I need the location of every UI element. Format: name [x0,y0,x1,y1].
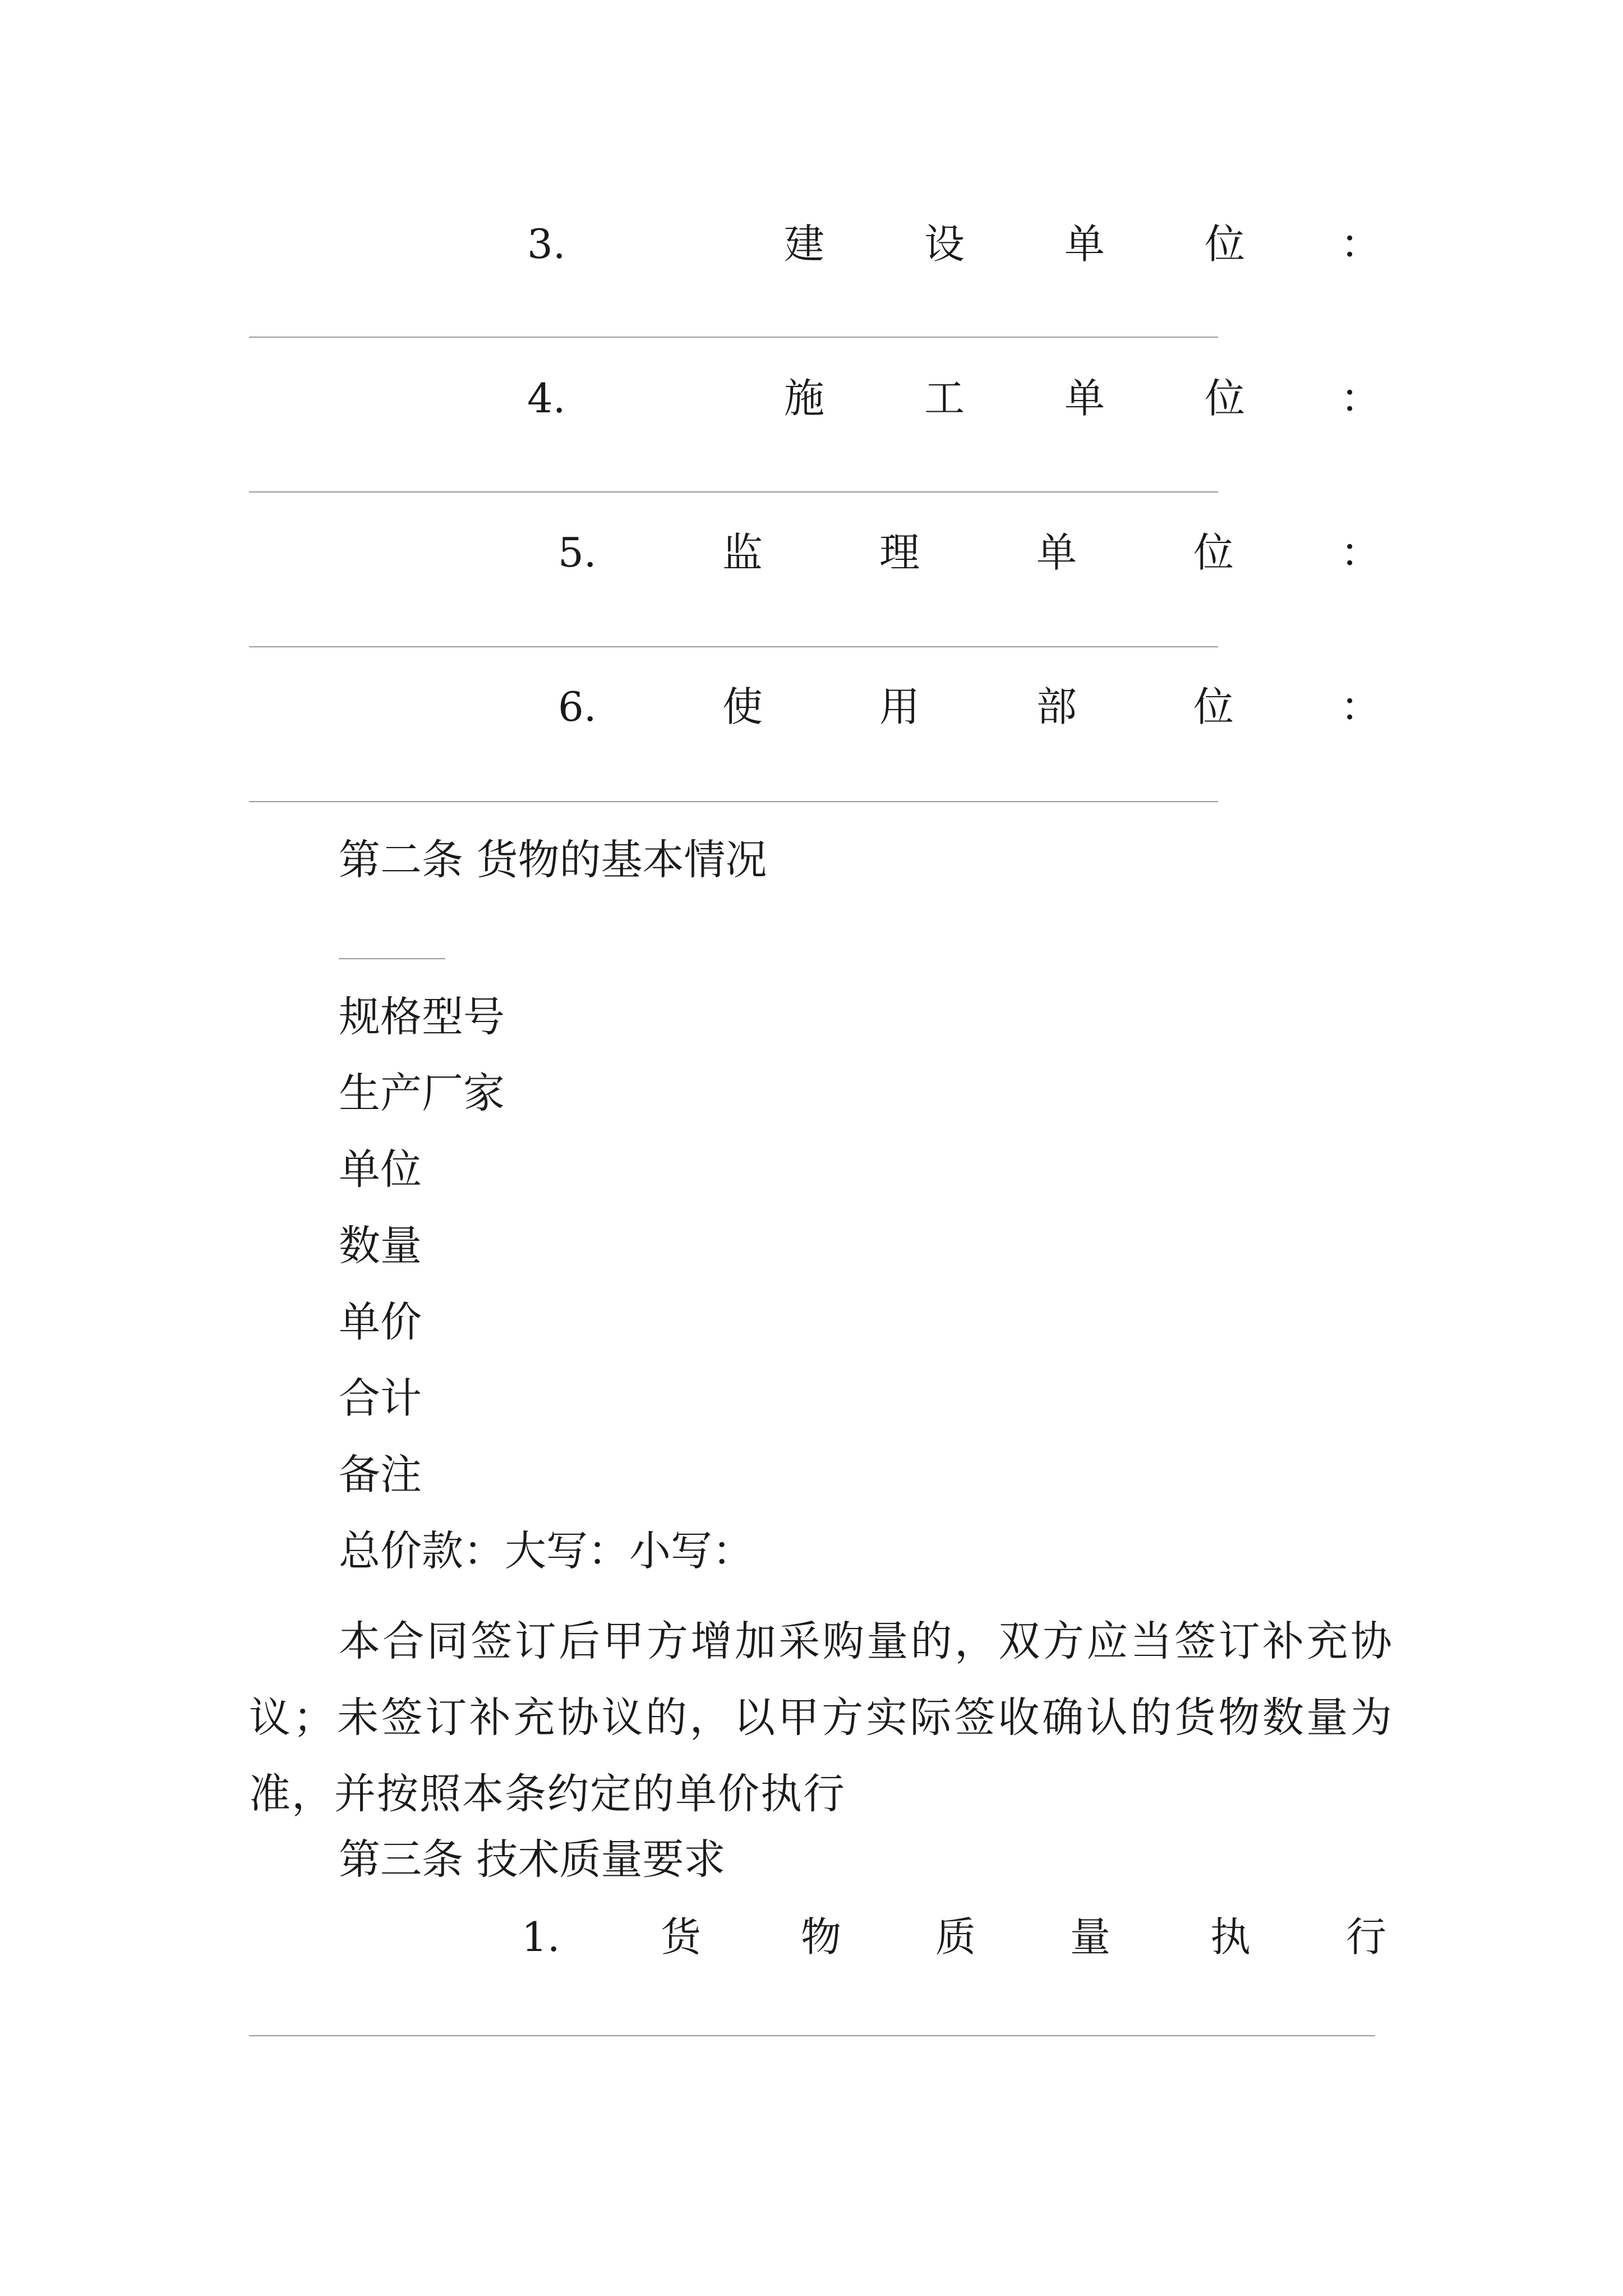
label-char: 单 [1064,375,1105,422]
label-colon: ： [1340,375,1381,422]
label-colon: ： [1340,529,1381,576]
label-char: 行 [1346,1913,1387,1961]
item-number: 4. [527,375,566,422]
field-unit: 单位 [339,1145,422,1194]
label-char: 执 [1210,1913,1251,1961]
quality-standard-item [0,1906,1623,1968]
label-colon: ： [1340,683,1381,730]
label-colon: ： [1340,220,1381,268]
label-char: 位 [1205,375,1246,422]
article-2-heading: 第二条 货物的基本情况 [339,836,767,884]
label-char: 质 [935,1913,976,1961]
label-char: 使 [722,683,763,730]
short-fill-in-line [339,958,445,959]
label-char: 位 [1193,529,1234,576]
label-char: 单 [1036,529,1077,576]
label-char: 理 [879,529,920,576]
field-remarks: 备注 [339,1451,422,1499]
label-char: 用 [879,683,920,730]
label-char: 物 [801,1913,842,1961]
label-char: 量 [1070,1913,1111,1961]
total-price-line: 总价款：大写：小写： [339,1527,754,1575]
fill-in-line [249,2035,1375,2036]
label-char: 货 [661,1913,702,1961]
item-number: 3. [527,220,566,268]
label-char: 监 [722,529,763,576]
field-subtotal: 合计 [339,1374,422,1423]
field-construction-contractor [0,367,1623,429]
fill-in-line [249,491,1218,493]
field-unit-price: 单价 [339,1298,422,1346]
fill-in-line [249,646,1218,647]
label-char: 工 [924,375,965,422]
item-number: 5. [558,529,597,576]
label-char: 单 [1064,220,1105,268]
fill-in-line [249,801,1218,802]
label-char: 位 [1193,683,1234,730]
field-manufacturer: 生产厂家 [339,1069,505,1117]
article-3-heading: 第三条 技术质量要求 [339,1835,726,1884]
fill-in-line [249,337,1218,338]
field-construction-unit [0,213,1623,275]
field-spec-model: 规格型号 [339,993,505,1041]
label-char: 位 [1205,220,1246,268]
supplementary-agreement-paragraph: 本合同签订后甲方增加采购量的，双方应当签订补充协议；未签订补充协议的，以甲方实际签收确认的货物数量为准，并按照本条约定的单价执行 [249,1617,1393,1818]
item-number: 1. [522,1913,560,1961]
field-usage-location [0,676,1623,738]
field-quantity: 数量 [339,1222,422,1270]
label-char: 部 [1036,683,1077,730]
label-char: 施 [784,375,825,422]
field-supervision-unit [0,522,1623,583]
label-char: 设 [924,220,965,268]
item-number: 6. [558,683,597,730]
label-char: 建 [784,220,825,268]
